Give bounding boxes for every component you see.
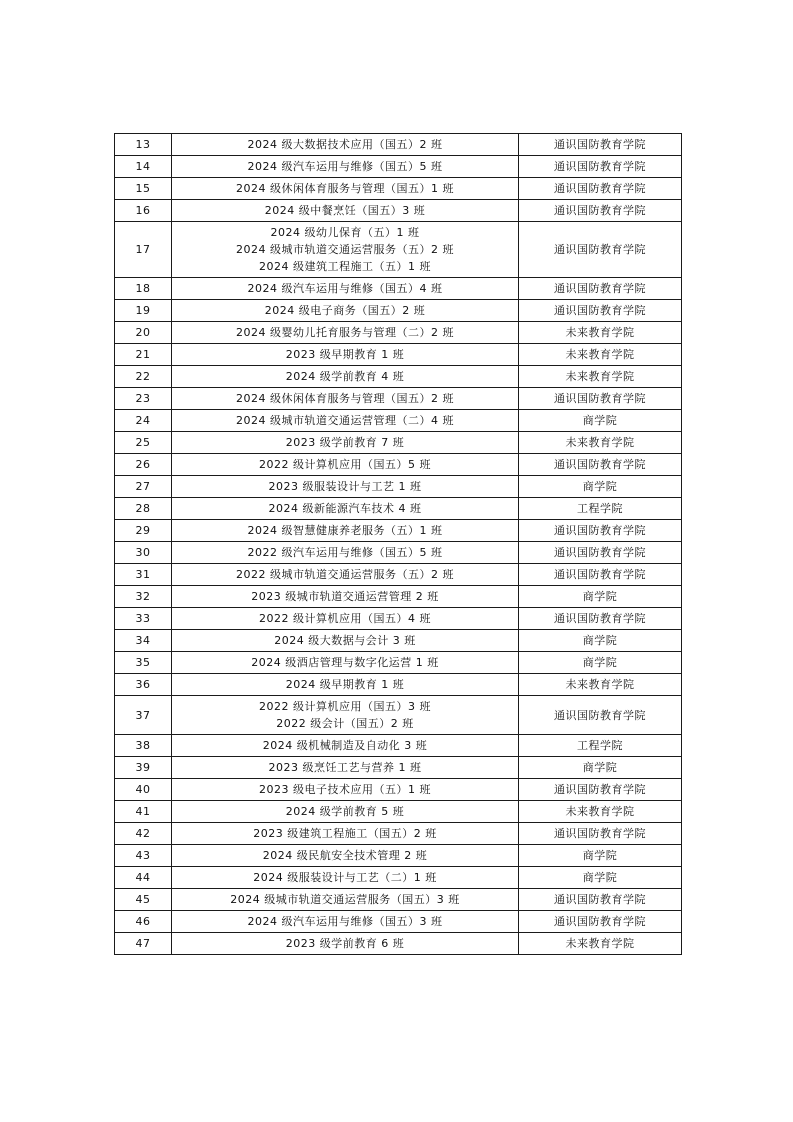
class-name: 2022 级会计（国五）2 班 [276, 717, 414, 730]
class-name-cell [172, 278, 519, 300]
table-row [115, 845, 682, 867]
class-name-cell [172, 757, 519, 779]
class-name: 2024 级学前教育 5 班 [285, 805, 405, 818]
college-cell: 商学院 [519, 630, 682, 652]
table-row [115, 630, 682, 652]
class-name: 2024 级大数据技术应用（国五）2 班 [247, 138, 443, 151]
class-name-cell [172, 674, 519, 696]
college-cell: 未来教育学院 [519, 933, 682, 955]
row-number-cell: 32 [115, 586, 172, 608]
class-name: 2024 级休闲体育服务与管理（国五）2 班 [236, 392, 454, 405]
table-row [115, 779, 682, 801]
row-number-cell: 16 [115, 200, 172, 222]
row-number-cell: 23 [115, 388, 172, 410]
table-row [115, 608, 682, 630]
college-cell: 通识国防教育学院 [519, 696, 682, 735]
class-name-cell [172, 322, 519, 344]
table-row [115, 652, 682, 674]
row-number-cell: 28 [115, 498, 172, 520]
class-name: 2024 级早期教育 1 班 [285, 678, 405, 691]
class-name: 2024 级城市轨道交通运营服务（五）2 班 [236, 243, 454, 256]
table-row [115, 300, 682, 322]
class-name-cell [172, 432, 519, 454]
class-name-cell [172, 366, 519, 388]
college-cell: 通识国防教育学院 [519, 911, 682, 933]
row-number-cell: 47 [115, 933, 172, 955]
class-name-cell [172, 696, 519, 735]
row-number-cell: 24 [115, 410, 172, 432]
class-name-cell [172, 410, 519, 432]
class-name-cell [172, 630, 519, 652]
table-row [115, 178, 682, 200]
class-name-cell [172, 200, 519, 222]
class-table-body [115, 134, 682, 955]
class-name-cell [172, 300, 519, 322]
row-number-cell: 44 [115, 867, 172, 889]
class-name: 2024 级大数据与会计 3 班 [274, 634, 416, 647]
class-name: 2022 级计算机应用（国五）5 班 [259, 458, 431, 471]
college-cell: 通识国防教育学院 [519, 222, 682, 278]
college-cell: 通识国防教育学院 [519, 454, 682, 476]
class-name: 2024 级机械制造及自动化 3 班 [262, 739, 428, 752]
class-name: 2023 级服装设计与工艺 1 班 [268, 480, 422, 493]
row-number-cell: 14 [115, 156, 172, 178]
row-number-cell: 18 [115, 278, 172, 300]
table-row [115, 498, 682, 520]
class-name-cell [172, 933, 519, 955]
college-cell: 工程学院 [519, 735, 682, 757]
college-cell: 未来教育学院 [519, 344, 682, 366]
college-cell: 通识国防教育学院 [519, 278, 682, 300]
class-name: 2022 级城市轨道交通运营服务（五）2 班 [236, 568, 454, 581]
table-row [115, 410, 682, 432]
class-name: 2022 级计算机应用（国五）4 班 [259, 612, 431, 625]
table-row [115, 757, 682, 779]
class-name: 2022 级汽车运用与维修（国五）5 班 [247, 546, 443, 559]
row-number-cell: 42 [115, 823, 172, 845]
class-name-cell [172, 889, 519, 911]
class-name-cell [172, 388, 519, 410]
table-row [115, 200, 682, 222]
class-name: 2024 级汽车运用与维修（国五）5 班 [247, 160, 443, 173]
college-cell: 商学院 [519, 652, 682, 674]
class-name-cell [172, 156, 519, 178]
college-cell: 通识国防教育学院 [519, 156, 682, 178]
class-name: 2023 级学前教育 6 班 [285, 937, 405, 950]
class-name: 2024 级婴幼儿托育服务与管理（二）2 班 [236, 326, 454, 339]
class-name: 2024 级休闲体育服务与管理（国五）1 班 [236, 182, 454, 195]
college-cell: 商学院 [519, 410, 682, 432]
row-number-cell: 43 [115, 845, 172, 867]
table-row [115, 542, 682, 564]
class-name: 2024 级新能源汽车技术 4 班 [268, 502, 422, 515]
class-name-cell [172, 344, 519, 366]
class-name-cell [172, 498, 519, 520]
class-name-cell [172, 520, 519, 542]
table-row [115, 156, 682, 178]
class-name: 2024 级智慧健康养老服务（五）1 班 [247, 524, 443, 537]
row-number-cell: 45 [115, 889, 172, 911]
college-cell: 未来教育学院 [519, 366, 682, 388]
table-row [115, 344, 682, 366]
college-cell: 未来教育学院 [519, 674, 682, 696]
table-row [115, 454, 682, 476]
college-cell: 商学院 [519, 757, 682, 779]
row-number-cell: 30 [115, 542, 172, 564]
class-name: 2023 级学前教育 7 班 [285, 436, 405, 449]
row-number-cell: 33 [115, 608, 172, 630]
class-name-cell [172, 867, 519, 889]
class-table [114, 133, 682, 955]
college-cell: 商学院 [519, 867, 682, 889]
class-name: 2024 级城市轨道交通运营服务（国五）3 班 [230, 893, 460, 906]
college-cell: 未来教育学院 [519, 801, 682, 823]
row-number-cell: 34 [115, 630, 172, 652]
row-number-cell: 26 [115, 454, 172, 476]
row-number-cell: 17 [115, 222, 172, 278]
college-cell: 商学院 [519, 845, 682, 867]
class-name-cell [172, 779, 519, 801]
table-row [115, 889, 682, 911]
table-row [115, 586, 682, 608]
class-name-cell [172, 823, 519, 845]
class-name-cell [172, 222, 519, 278]
class-name-cell [172, 652, 519, 674]
table-row [115, 823, 682, 845]
class-name-cell [172, 586, 519, 608]
college-cell: 商学院 [519, 586, 682, 608]
class-name: 2022 级计算机应用（国五）3 班 [259, 700, 431, 713]
class-name: 2024 级酒店管理与数字化运营 1 班 [251, 656, 439, 669]
college-cell: 未来教育学院 [519, 432, 682, 454]
college-cell: 通识国防教育学院 [519, 608, 682, 630]
college-cell: 通识国防教育学院 [519, 178, 682, 200]
table-row [115, 933, 682, 955]
class-name: 2023 级烹饪工艺与营养 1 班 [268, 761, 422, 774]
class-name: 2023 级建筑工程施工（国五）2 班 [253, 827, 437, 840]
row-number-cell: 36 [115, 674, 172, 696]
class-name-cell [172, 178, 519, 200]
college-cell: 通识国防教育学院 [519, 542, 682, 564]
college-cell: 通识国防教育学院 [519, 520, 682, 542]
table-row [115, 735, 682, 757]
class-name: 2024 级民航安全技术管理 2 班 [262, 849, 428, 862]
table-row [115, 911, 682, 933]
table-row [115, 696, 682, 735]
class-name-cell [172, 564, 519, 586]
class-name-cell [172, 845, 519, 867]
class-name: 2024 级服装设计与工艺（二）1 班 [253, 871, 437, 884]
college-cell: 通识国防教育学院 [519, 134, 682, 156]
college-cell: 通识国防教育学院 [519, 300, 682, 322]
table-row [115, 322, 682, 344]
row-number-cell: 35 [115, 652, 172, 674]
row-number-cell: 22 [115, 366, 172, 388]
table-row [115, 520, 682, 542]
class-name: 2024 级学前教育 4 班 [285, 370, 405, 383]
class-name-cell [172, 608, 519, 630]
row-number-cell: 21 [115, 344, 172, 366]
row-number-cell: 15 [115, 178, 172, 200]
row-number-cell: 31 [115, 564, 172, 586]
college-cell: 通识国防教育学院 [519, 889, 682, 911]
table-row [115, 674, 682, 696]
table-row [115, 134, 682, 156]
table-row [115, 222, 682, 278]
row-number-cell: 25 [115, 432, 172, 454]
row-number-cell: 29 [115, 520, 172, 542]
table-row [115, 476, 682, 498]
class-name-cell [172, 454, 519, 476]
class-name: 2023 级电子技术应用（五）1 班 [259, 783, 431, 796]
class-name-cell [172, 542, 519, 564]
table-row [115, 388, 682, 410]
college-cell: 通识国防教育学院 [519, 779, 682, 801]
class-name: 2024 级建筑工程施工（五）1 班 [259, 260, 431, 273]
row-number-cell: 46 [115, 911, 172, 933]
class-name-cell [172, 801, 519, 823]
class-name: 2024 级城市轨道交通运营管理（二）4 班 [236, 414, 454, 427]
college-cell: 通识国防教育学院 [519, 200, 682, 222]
college-cell: 通识国防教育学院 [519, 823, 682, 845]
class-name-cell [172, 911, 519, 933]
college-cell: 通识国防教育学院 [519, 564, 682, 586]
row-number-cell: 20 [115, 322, 172, 344]
table-row [115, 867, 682, 889]
table-row [115, 366, 682, 388]
class-name: 2024 级电子商务（国五）2 班 [264, 304, 426, 317]
class-name-cell [172, 134, 519, 156]
class-name: 2024 级汽车运用与维修（国五）4 班 [247, 282, 443, 295]
row-number-cell: 39 [115, 757, 172, 779]
class-name: 2024 级汽车运用与维修（国五）3 班 [247, 915, 443, 928]
college-cell: 商学院 [519, 476, 682, 498]
row-number-cell: 38 [115, 735, 172, 757]
class-name: 2024 级中餐烹饪（国五）3 班 [264, 204, 426, 217]
table-row [115, 564, 682, 586]
table-row [115, 278, 682, 300]
class-name-cell [172, 735, 519, 757]
class-name-cell [172, 476, 519, 498]
college-cell: 工程学院 [519, 498, 682, 520]
class-name: 2023 级早期教育 1 班 [285, 348, 405, 361]
row-number-cell: 41 [115, 801, 172, 823]
row-number-cell: 37 [115, 696, 172, 735]
table-row [115, 432, 682, 454]
row-number-cell: 19 [115, 300, 172, 322]
college-cell: 通识国防教育学院 [519, 388, 682, 410]
row-number-cell: 13 [115, 134, 172, 156]
college-cell: 未来教育学院 [519, 322, 682, 344]
row-number-cell: 27 [115, 476, 172, 498]
table-row [115, 801, 682, 823]
row-number-cell: 40 [115, 779, 172, 801]
class-name: 2023 级城市轨道交通运营管理 2 班 [251, 590, 439, 603]
class-name: 2024 级幼儿保育（五）1 班 [270, 226, 420, 239]
